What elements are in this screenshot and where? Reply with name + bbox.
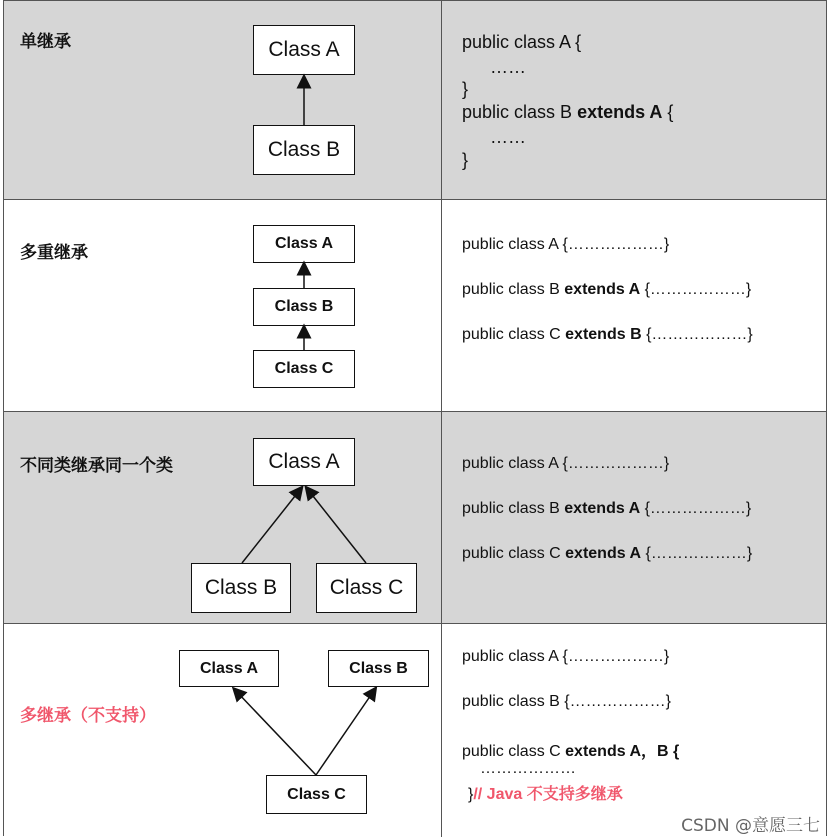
row-multilevel-inheritance — [4, 200, 826, 412]
code-line: public class B extends A {………………} — [462, 281, 752, 298]
row-title: 多重继承 — [20, 243, 88, 263]
code-line: public class A { — [462, 32, 582, 52]
code-line: public class C extends A，B { — [462, 743, 680, 760]
row-title: 多继承（不支持） — [20, 706, 156, 726]
code-line: public class C extends A {………………} — [462, 545, 753, 562]
inheritance-arrows — [4, 412, 441, 624]
class-a-box: Class A — [253, 25, 355, 75]
class-c-box: Class C — [253, 350, 355, 388]
class-b-box: Class B — [253, 125, 355, 175]
row-multiple-inheritance — [4, 624, 826, 837]
inheritance-arrows — [4, 624, 441, 837]
code-line: }// Java 不支持多继承 — [468, 786, 623, 803]
class-b-box: Class B — [191, 563, 291, 613]
code-line: public class C extends B {………………} — [462, 326, 753, 343]
column-divider — [441, 412, 442, 623]
class-b-box: Class B — [253, 288, 355, 326]
class-a-box: Class A — [253, 438, 355, 486]
code-line: } — [462, 79, 469, 99]
class-a-box: Class A — [179, 650, 279, 687]
code-line: } — [462, 150, 469, 170]
class-c-box: Class C — [266, 775, 367, 814]
class-c-box: Class C — [316, 563, 417, 613]
inheritance-table — [3, 0, 827, 836]
code-line: public class B extends A { — [462, 102, 674, 122]
row-single-inheritance — [4, 1, 826, 200]
inheritance-arrow — [4, 1, 441, 200]
row-title: 不同类继承同一个类 — [20, 456, 173, 476]
code-line: ……………… — [480, 760, 576, 777]
inheritance-arrows — [4, 200, 441, 412]
code-line: public class A {………………} — [462, 236, 670, 253]
code-line: …… — [490, 127, 526, 147]
column-divider — [441, 1, 442, 199]
code-line: public class A {………………} — [462, 648, 670, 665]
row-title: 单继承 — [20, 32, 71, 52]
column-divider — [441, 200, 442, 411]
code-line: …… — [490, 57, 526, 77]
watermark: CSDN @意愿三七 — [679, 811, 822, 836]
code-line: public class B extends A {………………} — [462, 500, 752, 517]
class-a-box: Class A — [253, 225, 355, 263]
class-b-box: Class B — [328, 650, 429, 687]
column-divider — [441, 624, 442, 837]
code-line: public class B {………………} — [462, 693, 671, 710]
code-line: public class A {………………} — [462, 455, 670, 472]
row-shared-parent — [4, 412, 826, 624]
